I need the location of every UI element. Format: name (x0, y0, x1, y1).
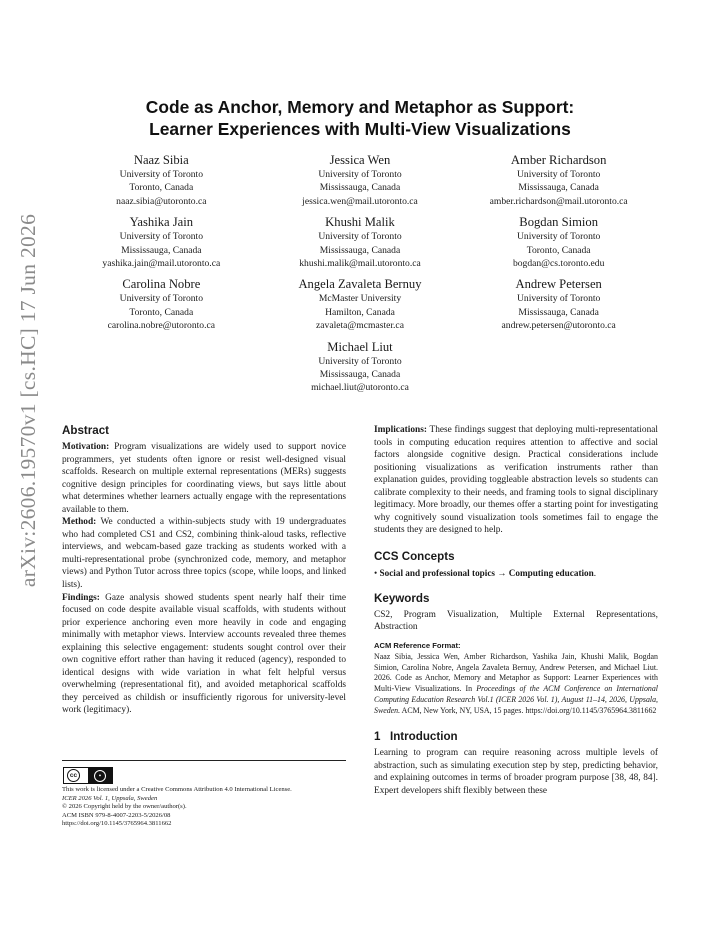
author-block (62, 152, 658, 395)
author-location: Hamilton, Canada (325, 306, 395, 318)
implications-text: These findings suggest that deploying multi-representational tools in computing education requires attention to affective and social factors alongside cognitive design. Practical considerations include positioning visualizations as verification instruments rather than explanation guides, providing toggleable abstraction levels so students can calibrate complexity to their needs, and framing tools to signal disciplinary legitimacy. More broadly, our themes offer a starting point for investigating why cognitively sound visualization tools sometimes fail to engage the students they are designed to help. (374, 425, 658, 536)
license-block (62, 786, 352, 829)
abstract-motivation (62, 441, 346, 516)
author-email: khushi.malik@mail.utoronto.ca (299, 258, 421, 270)
findings-label: Findings: (62, 592, 100, 603)
title-line-1: Code as Anchor, Memory and Metaphor as Support: (145, 97, 575, 117)
author-name: Khushi Malik (325, 215, 395, 230)
license-copyright: © 2026 Copyright held by the owner/author(s). (62, 803, 187, 811)
author-email: bogdan@cs.toronto.edu (512, 258, 605, 270)
person-icon: • (94, 770, 106, 782)
license-divider (62, 760, 346, 761)
author-location: Mississauga, Canada (319, 244, 401, 256)
license-venue: ICER 2026 Vol. 1, Uppsala, Sweden (62, 794, 158, 802)
author-name: Yashika Jain (129, 215, 194, 230)
author-location: Mississauga, Canada (121, 244, 202, 256)
author-name: Bogdan Simion (519, 215, 599, 230)
author-location: Mississauga, Canada (319, 369, 401, 381)
author-email: carolina.nobre@utoronto.ca (107, 320, 216, 332)
ccs-subtopic: Computing education (508, 567, 594, 578)
by-icon (88, 768, 112, 783)
author-affiliation: University of Toronto (119, 231, 203, 243)
author-card (261, 276, 460, 332)
author-location: Toronto, Canada (129, 182, 194, 194)
author-email: yashika.jain@mail.utoronto.ca (102, 258, 221, 270)
keywords-text: CS2, Program Visualization, Multiple External Representations, Abstraction (374, 609, 658, 633)
ccs-topic: Social and professional topics (379, 567, 495, 578)
author-card (62, 214, 261, 270)
author-email: michael.liut@utoronto.ca (311, 382, 409, 394)
motivation-text: Program visualizations are widely used to support novice programmers, yet students often ignore or resist well-designed visual scaffolds. Research on multiple external representations (MERs) suggests cognitive design principles for coordinating views, but says little about what determines whether learners actually engage with the representations available to them. (62, 442, 346, 515)
cc-icon: cc (67, 769, 80, 782)
abstract-heading: Abstract (62, 424, 110, 437)
motivation-label: Motivation: (62, 442, 110, 452)
author-affiliation: University of Toronto (516, 231, 601, 243)
author-email: naaz.sibia@utoronto.ca (116, 195, 207, 207)
section-number: 1 (374, 730, 381, 744)
left-column (62, 424, 346, 717)
author-affiliation: University of Toronto (318, 231, 402, 243)
method-label: Method: (62, 517, 97, 528)
introduction-heading (374, 730, 658, 744)
reference-proceedings: Proceedings of the ACM Conference on International Computing Education Research Vol.1 (ICER 2026 Vol. 1), August 11–14, 2026, Uppsala, Sweden. (374, 684, 658, 715)
license-isbn: ACM ISBN 979-8-4007-2203-5/2026/08 (62, 811, 171, 819)
author-name: Angela Zavaleta Bernuy (298, 277, 422, 292)
author-affiliation: University of Toronto (318, 169, 402, 180)
findings-text: Gaze analysis showed students spent nearly half their time focused on code despite available visual scaffolds, with students without prior experience anchoring even more heavily in code and engaging minimally with metaphor views. Interview accounts revealed three themes explaining this selective engagement: students sought control over their own cognitive effort rather than having it reduced (agency), responded to identical designs with wide variation in what felt helpful versus overwhelming (representational fit), and avoided metaphorical scaffolds they perceived as childish or insufficiently rigorous for university-level work (legitimacy). (62, 592, 347, 716)
author-affiliation: University of Toronto (119, 169, 203, 180)
implications-label: Implications: (374, 425, 427, 435)
abstract-findings (62, 592, 346, 717)
license-doi: https://doi.org/10.1145/3765964.3811662 (62, 820, 172, 828)
author-location: Toronto, Canada (526, 244, 591, 256)
author-email: andrew.petersen@utoronto.ca (501, 320, 616, 332)
author-affiliation: McMaster University (318, 293, 402, 305)
introduction-text: Learning to program can require reasoning across multiple levels of abstraction, such as simulating execution step by step, predicting behavior, and explaining outcomes in terms of broader program purpose [38, 48, 84]. Expert developers shift flexibly between these (374, 748, 658, 796)
author-email: jessica.wen@mail.utoronto.ca (302, 195, 418, 207)
author-email: zavaleta@mcmaster.ca (316, 320, 404, 332)
author-card (62, 152, 261, 208)
author-card (261, 339, 460, 395)
author-card (459, 276, 658, 332)
author-name: Naaz Sibia (133, 153, 189, 167)
author-affiliation: University of Toronto (318, 355, 402, 367)
author-name: Amber Richardson (510, 153, 607, 167)
section-title: Introduction (390, 730, 458, 744)
abstract-method (62, 516, 346, 591)
author-card (459, 214, 658, 270)
author-name: Andrew Petersen (515, 277, 602, 292)
ccs-bullet: • (374, 567, 378, 578)
arxiv-stamp: arXiv:2606.19570v1 [cs.HC] 17 Jun 2026 (16, 213, 41, 587)
reference-post: ACM, New York, NY, USA, 15 pages. https://doi.org/10.1145/3765964.3811662 (401, 705, 657, 715)
license-statement: This work is licensed under a Creative Commons Attribution 4.0 International License. (62, 786, 292, 793)
author-name: Carolina Nobre (122, 277, 201, 292)
author-location: Mississauga, Canada (319, 182, 401, 194)
author-location: Mississauga, Canada (518, 182, 599, 194)
ccs-concepts (374, 567, 658, 579)
reference-format-text (374, 652, 658, 716)
author-name: Jessica Wen (329, 153, 391, 167)
author-email: amber.richardson@mail.utoronto.ca (489, 195, 628, 207)
author-card (261, 214, 460, 270)
reference-pre: Naaz Sibia, Jessica Wen, Amber Richardson, Yashika Jain, Khushi Malik, Bogdan Simion, Carolina Nobre, Angela Zavaleta Bernuy, Andrew Petersen, and Michael Liut. 2026. Code as Anchor, Memory and Metaphor as Support: Learner Experiences with Multi-View Visualizations. In (374, 652, 658, 694)
author-location: Mississauga, Canada (518, 306, 599, 318)
abstract-implications (374, 424, 658, 537)
right-column (374, 424, 658, 797)
author-affiliation: University of Toronto (119, 293, 203, 305)
keywords-heading: Keywords (374, 591, 430, 605)
title-line-2: Learner Experiences with Multi-View Visualizations (149, 119, 571, 139)
paper-title (62, 96, 658, 140)
method-text: We conducted a within-subjects study with 19 undergraduates who had completed CS1 and CS2, combining think-aloud tasks, reflective interviews, and webcam-based gaze tracking as students worked with a multi-representational probe (synchronized code, memory, and metaphor views) and Python Tutor across three topics (scope, while loops, and linked lists). (62, 517, 346, 591)
ccs-arrow: → (497, 567, 507, 578)
author-name: Michael Liut (327, 339, 393, 354)
author-affiliation: University of Toronto (516, 293, 601, 305)
author-affiliation: University of Toronto (516, 169, 601, 180)
ccs-heading: CCS Concepts (374, 549, 455, 563)
author-location: Toronto, Canada (129, 306, 194, 318)
author-card (62, 276, 261, 332)
reference-format-heading: ACM Reference Format: (374, 641, 461, 651)
cc-by-badge (63, 767, 113, 784)
author-card (459, 152, 658, 208)
author-card (261, 152, 460, 208)
ccs-end: . (593, 567, 597, 578)
